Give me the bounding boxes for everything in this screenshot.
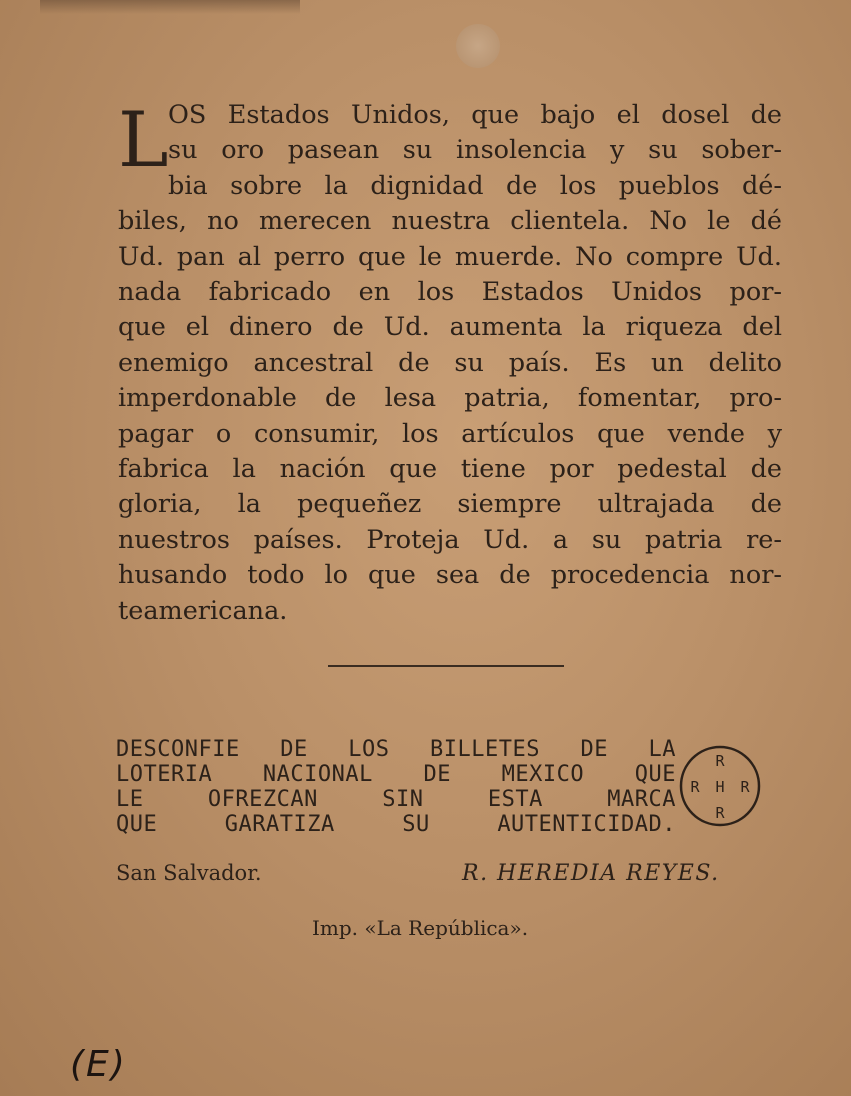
notice-line: QUE GARATIZA SU AUTENTICIDAD. — [116, 812, 676, 837]
authenticity-mark-icon — [678, 744, 762, 828]
body-line: gloria, la pequeñez siempre ultrajada de — [118, 489, 782, 520]
mark-letter-right: R — [740, 778, 750, 796]
mark-letter-bottom: R — [715, 804, 725, 822]
body-line: imperdonable de lesa patria, fomentar, pro- — [118, 383, 782, 414]
lottery-notice — [116, 737, 676, 837]
handwritten-note: (E) — [70, 1044, 127, 1085]
body-line: OS Estados Unidos, que bajo el dosel de — [168, 100, 782, 130]
body-line: su oro pasean su insolencia y su sober- — [168, 135, 782, 166]
notice-line: LOTERIA NACIONAL DE MEXICO QUE — [116, 762, 676, 787]
notice-line: DESCONFIE DE LOS BILLETES DE LA — [116, 737, 676, 762]
printer-imprint: Imp. «La República». — [312, 916, 529, 940]
body-line: que el dinero de Ud. aumenta la riqueza del — [118, 312, 782, 343]
mark-letter-center: H — [715, 778, 725, 796]
paper-stain — [40, 0, 300, 14]
body-paragraph — [118, 95, 782, 629]
body-line: nada fabricado en los Estados Unidos por- — [118, 277, 782, 308]
body-line: Ud. pan al perro que le muerde. No compre Ud. — [118, 241, 782, 272]
drop-cap: L — [118, 95, 169, 184]
body-line: fabrica la nación que tiene por pedestal de — [118, 454, 782, 485]
punch-hole — [456, 24, 500, 68]
body-line: biles, no merecen nuestra clientela. No le dé — [118, 206, 782, 237]
mark-letter-top: R — [715, 752, 725, 770]
notice-line: LE OFREZCAN SIN ESTA MARCA — [116, 787, 676, 812]
body-line: bia sobre la dignidad de los pueblos dé- — [168, 170, 782, 201]
body-line: nuestros países. Proteja Ud. a su patria re- — [118, 524, 782, 555]
body-line: enemigo ancestral de su país. Es un delito — [118, 347, 782, 378]
author-signature: R. HEREDIA REYES. — [462, 861, 720, 886]
mark-letter-left: R — [690, 778, 700, 796]
body-line: pagar o consumir, los artículos que vende y — [118, 418, 782, 449]
body-line: teamericana. — [118, 595, 288, 626]
divider-rule — [328, 665, 564, 667]
city-label: San Salvador. — [116, 861, 262, 885]
body-line: husando todo lo que sea de procedencia nor- — [118, 560, 782, 591]
